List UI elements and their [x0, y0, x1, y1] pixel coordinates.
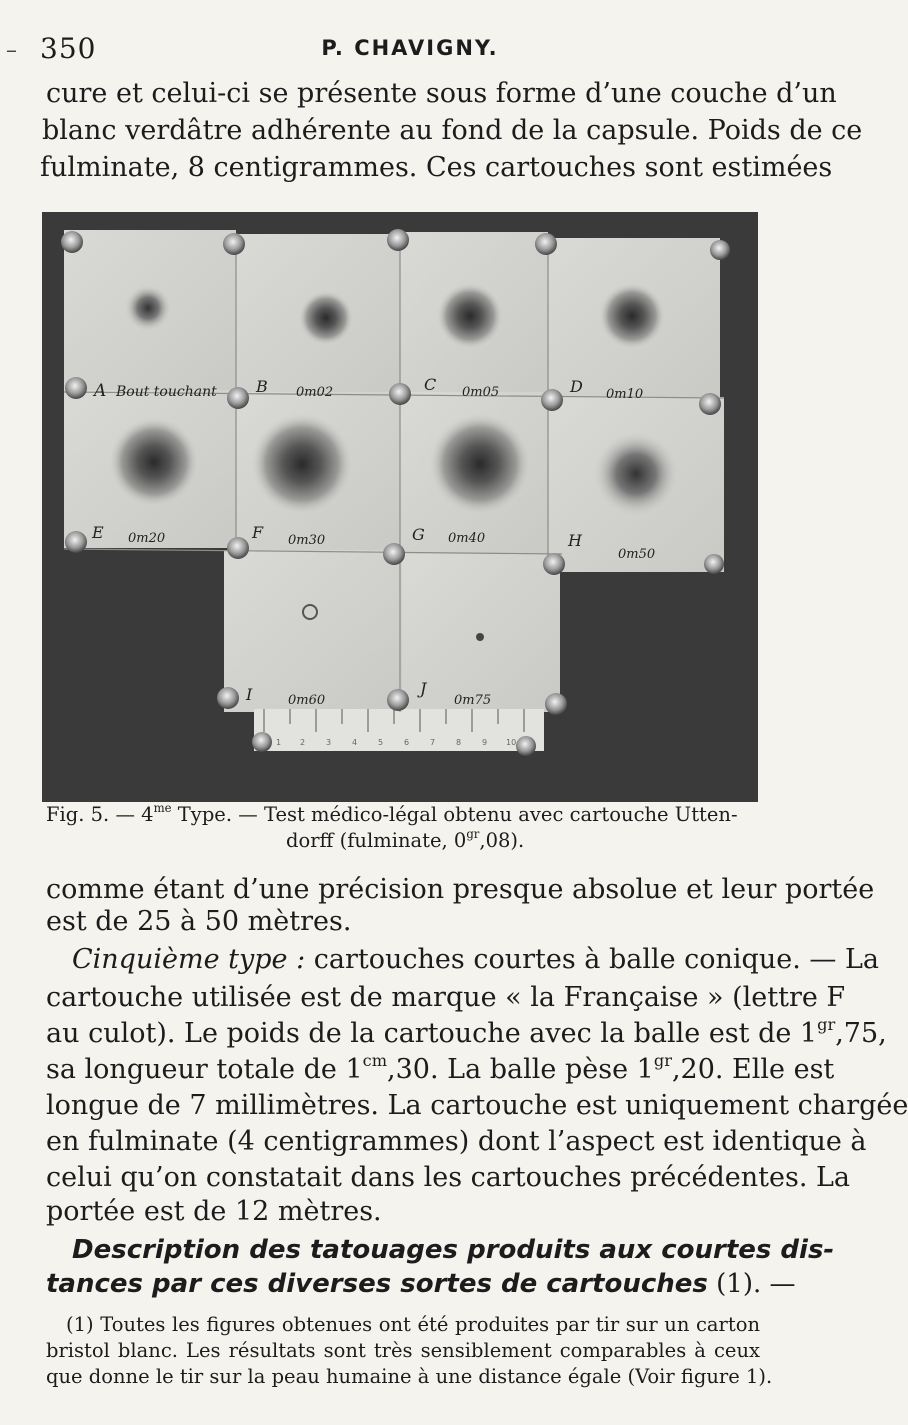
ruler-num-10: 10	[506, 738, 517, 747]
footnote-ref: (1). —	[707, 1269, 796, 1299]
para2-line-3-sup: gr	[817, 1015, 836, 1035]
figure-caption-line-1	[46, 802, 760, 828]
section-heading-line-1: Description des tatouages produits aux courtes dis-	[72, 1235, 835, 1265]
label-c: C	[424, 375, 437, 394]
note-a: Bout touchant	[116, 384, 217, 400]
para2-line-5: longue de 7 millimètres. La cartouche est uniquement chargée	[46, 1090, 908, 1121]
ruler-num-5: 5	[378, 738, 384, 747]
caption-text-1: Test médico-légal obtenu avec cartouche Utten-	[263, 803, 738, 826]
label-i: I	[246, 685, 253, 704]
para2-line-4a: sa longueur totale de 1	[46, 1054, 363, 1085]
ruler-num-1: 1	[276, 738, 282, 747]
section-heading-line-2	[46, 1266, 796, 1302]
label-e: E	[92, 523, 104, 542]
caption-dash: —	[115, 803, 135, 826]
figure-photo	[42, 212, 758, 802]
para2-line-1-rest: cartouches courtes à balle conique. — La	[305, 944, 879, 975]
para2-line-4b: ,30. La balle pèse 1	[387, 1054, 654, 1085]
caption-text-2-sup: gr	[466, 827, 480, 842]
dist-d: 0m10	[606, 387, 644, 402]
ruler-num-7: 7	[430, 738, 436, 747]
caption-type-sup: me	[153, 801, 172, 816]
dist-g: 0m40	[448, 531, 486, 546]
text-line-1: cure et celui-ci se présente sous forme d’une couche d’un	[46, 78, 837, 109]
margin-dash: –	[6, 38, 17, 63]
caption-fig-number: Fig. 5.	[46, 803, 110, 826]
page-number: 350	[40, 32, 97, 65]
dist-e: 0m20	[128, 531, 166, 546]
dist-i: 0m60	[288, 693, 326, 708]
label-f: F	[252, 523, 264, 542]
ruler-num-8: 8	[456, 738, 462, 747]
label-h: H	[568, 531, 582, 550]
label-b: B	[256, 377, 268, 396]
para2-line-4-sup-2: gr	[653, 1051, 672, 1071]
para2-line-3a: au culot). Le poids de la cartouche avec la balle est de 1	[46, 1018, 818, 1049]
footnote-line-2: bristol blanc. Les résultats sont très sensiblement comparables à ceux	[46, 1339, 760, 1362]
figure-caption-line-2	[286, 828, 524, 854]
measuring-ruler	[254, 709, 544, 751]
para2-line-8: portée est de 12 mètres.	[46, 1196, 382, 1227]
text-line-3: fulminate, 8 centigrammes. Ces cartouches sont estimées	[40, 152, 833, 183]
bottom-row-cards	[224, 550, 560, 712]
para2-line-4	[46, 1051, 835, 1088]
dist-j: 0m75	[454, 693, 492, 708]
caption-text-2b: ,08).	[479, 829, 525, 852]
dist-b: 0m02	[296, 385, 334, 400]
label-j: J	[420, 679, 427, 698]
caption-text-2a: dorff (fulminate, 0	[286, 829, 467, 852]
label-g: G	[412, 525, 425, 544]
para2-line-1	[72, 942, 879, 978]
running-head: P. CHAVIGNY.	[321, 36, 499, 60]
para2-lead-italic: Cinquième type :	[72, 944, 306, 975]
para2-line-7: celui qu’on constatait dans les cartouches précédentes. La	[46, 1162, 851, 1193]
section-heading-text: tances par ces diverses sortes de cartouches	[46, 1269, 708, 1299]
para2-line-2: cartouche utilisée est de marque « la Française » (lettre F	[46, 982, 846, 1013]
label-a: A	[94, 381, 107, 401]
para2-line-4-sup: cm	[362, 1051, 388, 1071]
caption-type: Type.	[177, 803, 233, 826]
ruler-num-3: 3	[326, 738, 332, 747]
target-board-illustration	[42, 212, 758, 802]
para2-line-3b: ,75,	[835, 1018, 887, 1049]
dist-h: 0m50	[618, 547, 656, 562]
caption-dash-2: —	[238, 803, 258, 826]
body-line-1: comme étant d’une précision presque absolue et leur portée	[46, 874, 875, 905]
para2-line-3	[46, 1015, 887, 1052]
ruler-num-4: 4	[352, 738, 358, 747]
footnote-line-1: (1) Toutes les figures obtenues ont été produites par tir sur un carton	[66, 1313, 760, 1336]
text-line-2: blanc verdâtre adhérente au fond de la capsule. Poids de ce	[42, 115, 863, 146]
caption-type-num: 4	[141, 803, 154, 826]
para2-line-4c: ,20. Elle est	[671, 1054, 835, 1085]
ruler-num-9: 9	[482, 738, 488, 747]
label-d: D	[570, 377, 583, 396]
para2-line-6: en fulminate (4 centigrammes) dont l’aspect est identique à	[46, 1126, 867, 1157]
dist-f: 0m30	[288, 533, 326, 548]
ruler-num-2: 2	[300, 738, 306, 747]
footnote-line-3: que donne le tir sur la peau humaine à une distance égale (Voir figure 1).	[46, 1365, 773, 1388]
page-header	[0, 30, 800, 70]
body-line-2: est de 25 à 50 mètres.	[46, 906, 352, 937]
dist-c: 0m05	[462, 385, 500, 400]
ruler-num-6: 6	[404, 738, 410, 747]
